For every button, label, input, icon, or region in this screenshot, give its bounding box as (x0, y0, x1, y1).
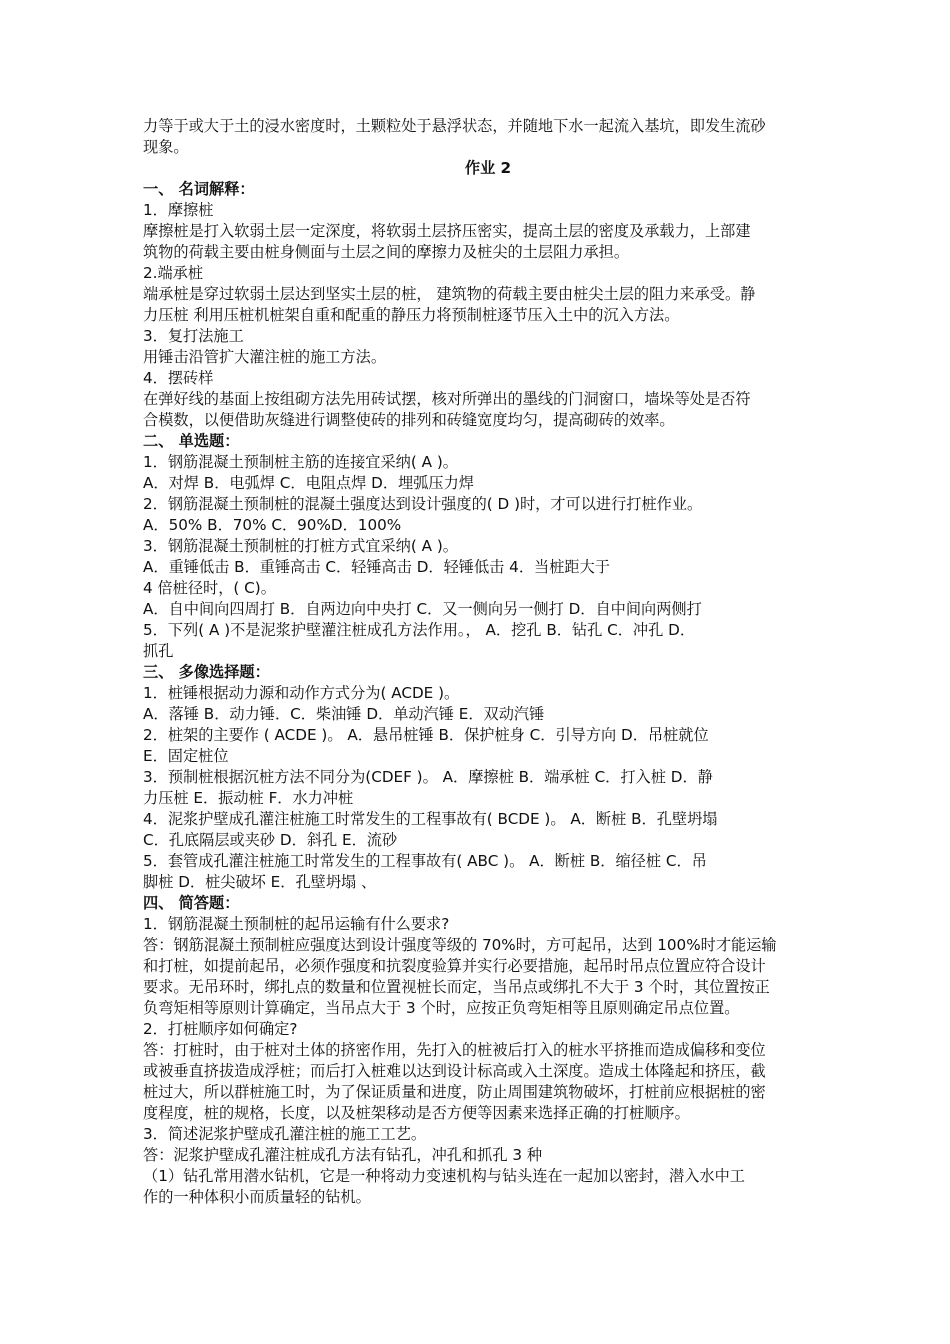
text-line: 1．桩锤根据动力源和动作方式分为( ACDE )。 (143, 684, 460, 702)
text-line: 脚桩 D．桩尖破坏 E．孔壁坍塌 、 (143, 873, 377, 891)
text-line: 4 倍桩径时，( C)。 (143, 579, 276, 597)
text-line: 用锤击沿管扩大灌注桩的施工方法。 (143, 348, 386, 366)
text-line: 在弹好线的基面上按组砌方法先用砖试摆，核对所弹出的墨线的门洞窗口，墙垛等处是否符 (143, 390, 751, 408)
text-line: 2.端承桩 (143, 264, 204, 282)
text-line: 3．简述泥浆护壁成孔灌注桩的施工工艺。 (143, 1125, 427, 1143)
text-line: 要求。无吊环时，绑扎点的数量和位置视桩长而定，当吊点或绑扎不大于 3 个时，其位置按正 (143, 978, 770, 996)
text-line: （1）钻孔常用潜水钻机，它是一种将动力变速机构与钻头连在一起加以密封，潜入水中工 (143, 1167, 745, 1185)
text-line: 2．桩架的主要作 ( ACDE )。 A．悬吊桩锤 B．保护桩身 C．引导方向 D．吊桩就位 (143, 726, 709, 744)
text-line: 筑物的荷载主要由桩身侧面与土层之间的摩擦力及桩尖的土层阻力承担。 (143, 243, 629, 261)
text-line: 和打桩，如提前起吊，必须作强度和抗裂度验算并实行必要措施，起吊时吊点位置应符合设计 (143, 957, 766, 975)
text-line: A．50% B．70% C．90%D．100% (143, 516, 402, 534)
text-line: 桩过大，所以群桩施工时，为了保证质量和进度，防止周围建筑物破坏，打桩前应根据桩的密 (143, 1083, 766, 1101)
text-line: 负弯矩相等原则计算确定，当吊点大于 3 个时，应按正负弯矩相等且原则确定吊点位置。 (143, 999, 740, 1017)
text-line: 抓孔 (143, 642, 174, 660)
section-title: 作业 2 (464, 159, 512, 177)
text-line: A．重锤低击 B．重锤高击 C．轻锤高击 D．轻锤低击 4．当桩距大于 (143, 558, 610, 576)
text-line: A．落锤 B．动力锤．C．柴油锤 D．单动汽锤 E．双动汽锤 (143, 705, 545, 723)
text-line: 现象。 (143, 138, 189, 156)
text-line: 5．下列( A )不是泥浆护壁灌注桩成孔方法作用。， A．挖孔 B．钻孔 C．冲孔 D． (143, 621, 696, 639)
text-line: 答：泥浆护壁成孔灌注桩成孔方法有钻孔，冲孔和抓孔 3 种 (143, 1146, 543, 1164)
text-line: 3．复打法施工 (143, 327, 244, 345)
section-heading: 四、 简答题： (143, 894, 240, 912)
text-line: 4．泥浆护壁成孔灌注桩施工时常发生的工程事故有( BCDE )。 A．断桩 B．孔壁坍塌 (143, 810, 718, 828)
text-line: 或被垂直挤拔造成浮桩；而后打入桩难以达到设计标高或入土深度。造成土体隆起和挤压，截 (143, 1062, 766, 1080)
text-line: 力压桩 E．振动桩 F．水力冲桩 (143, 789, 354, 807)
text-line: C．孔底隔层或夹砂 D．斜孔 E．流砂 (143, 831, 398, 849)
section-heading: 一、 名词解释： (143, 180, 255, 198)
text-line: A．对焊 B．电弧焊 C．电阻点焊 D．埋弧压力焊 (143, 474, 474, 492)
text-line: 1．摩擦桩 (143, 201, 214, 219)
text-line: 3．钢筋混凝土预制桩的打桩方式宜采纳( A )。 (143, 537, 458, 555)
section-heading: 三、 多像选择题： (143, 663, 270, 681)
text-line: 力压桩 利用压桩机桩架自重和配重的静压力将预制桩逐节压入土中的沉入方法。 (143, 306, 680, 324)
text-line: 度程度，桩的规格，长度，以及桩架移动是否方便等因素来选择正确的打桩顺序。 (143, 1104, 690, 1122)
text-line: 摩擦桩是打入软弱土层一定深度，将软弱土层挤压密实，提高土层的密度及承载力，上部建 (143, 222, 751, 240)
text-line: 2．钢筋混凝土预制桩的混凝土强度达到设计强度的( D )时，才可以进行打桩作业。 (143, 495, 703, 513)
text-line: 1．钢筋混凝土预制桩的起吊运输有什么要求? (143, 915, 450, 933)
text-line: 2．打桩顺序如何确定? (143, 1020, 298, 1038)
text-line: 1．钢筋混凝土预制桩主筋的连接宜采纳( A )。 (143, 453, 458, 471)
section-heading: 二、 单选题： (143, 432, 240, 450)
text-line: 端承桩是穿过软弱土层达到坚实土层的桩， 建筑物的荷载主要由桩尖土层的阻力来承受。静 (143, 285, 756, 303)
text-line: 4．摆砖样 (143, 369, 214, 387)
text-line: 答：打桩时，由于桩对土体的挤密作用，先打入的桩被后打入的桩水平挤推而造成偏移和变位 (143, 1041, 766, 1059)
text-line: 3．预制桩根据沉桩方法不同分为(CDEF )。 A．摩擦桩 B．端承桩 C．打入桩 D．静 (143, 768, 713, 786)
text-line: 力等于或大于土的浸水密度时，土颗粒处于悬浮状态，并随地下水一起流入基坑，即发生流砂 (143, 117, 766, 135)
text-line: A．自中间向四周打 B．自两边向中央打 C．又一侧向另一侧打 D．自中间向两侧打 (143, 600, 702, 618)
text-line: 合模数，以便借助灰缝进行调整使砖的排列和砖缝宽度均匀，提高砌砖的效率。 (143, 411, 675, 429)
text-line: 作的一种体积小而质量轻的钻机。 (143, 1188, 371, 1206)
text-line: 答：钢筋混凝土预制桩应强度达到设计强度等级的 70%时，方可起吊，达到 100%时才能运输 (143, 936, 777, 954)
text-line: 5．套管成孔灌注桩施工时常发生的工程事故有( ABC )。 A．断桩 B．缩径桩 C．吊 (143, 852, 707, 870)
text-line: E．固定桩位 (143, 747, 229, 765)
